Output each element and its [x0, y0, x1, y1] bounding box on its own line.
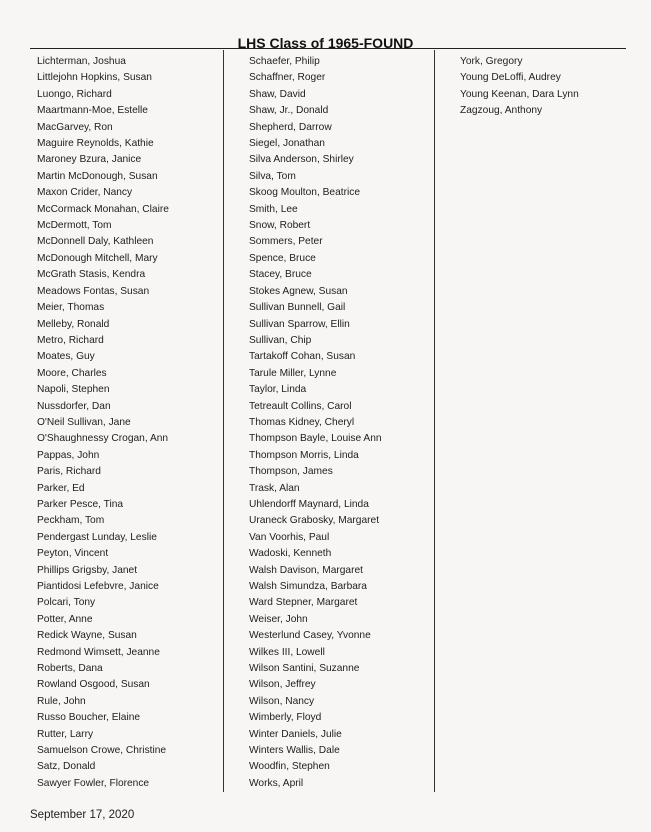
name-entry: Weiser, John	[249, 613, 308, 625]
name-entry: McDonnell Daly, Kathleen	[37, 236, 154, 248]
title-rule	[30, 48, 626, 49]
name-entry: McCormack Monahan, Claire	[37, 203, 169, 215]
name-entry: Van Voorhis, Paul	[249, 531, 330, 543]
name-entry: Thompson Morris, Linda	[249, 449, 359, 461]
name-entry: Shaw, Jr., Donald	[249, 105, 329, 117]
name-entry: Moore, Charles	[37, 367, 107, 379]
column-divider	[223, 50, 224, 792]
name-entry: McDonough Mitchell, Mary	[37, 252, 158, 264]
name-entry: Winter Daniels, Julie	[249, 728, 342, 740]
name-entry: Redick Wayne, Susan	[37, 630, 137, 642]
name-entry: Spence, Bruce	[249, 252, 316, 264]
name-entry: McGrath Stasis, Kendra	[37, 269, 146, 281]
name-column-2	[249, 54, 382, 792]
name-entry: Thompson, James	[249, 466, 333, 478]
name-entry: Tartakoff Cohan, Susan	[249, 351, 356, 363]
name-entry: Ward Stepner, Margaret	[249, 597, 358, 609]
name-entry: Young DeLoffi, Audrey	[460, 72, 561, 84]
name-entry: Peyton, Vincent	[37, 548, 109, 560]
name-entry: Young Keenan, Dara Lynn	[460, 88, 579, 100]
name-entry: Schaffner, Roger	[249, 72, 326, 84]
name-entry: Pappas, John	[37, 449, 100, 461]
name-entry: Redmond Wimsett, Jeanne	[37, 646, 160, 658]
name-entry: McDermott, Tom	[37, 220, 112, 232]
name-entry: Shepherd, Darrow	[249, 121, 332, 133]
name-entry: Sawyer Fowler, Florence	[37, 777, 150, 789]
name-entry: Westerlund Casey, Yvonne	[249, 630, 371, 642]
name-entry: Uraneck Grabosky, Margaret	[249, 515, 380, 527]
name-entry: Smith, Lee	[249, 203, 298, 215]
footer-date: September 17, 2020	[30, 809, 135, 821]
name-entry: Melleby, Ronald	[37, 318, 110, 330]
name-entry: Metro, Richard	[37, 334, 104, 346]
name-entry: Lichterman, Joshua	[37, 56, 126, 67]
name-entry: Rutter, Larry	[37, 728, 94, 740]
column-divider	[434, 50, 435, 792]
name-entry: Silva, Tom	[249, 170, 296, 182]
name-entry: Taylor, Linda	[249, 384, 307, 396]
name-entry: Uhlendorff Maynard, Linda	[249, 498, 369, 510]
name-entry: Sullivan Bunnell, Gail	[249, 302, 346, 314]
name-entry: Nussdorfer, Dan	[37, 400, 111, 412]
name-entry: Moates, Guy	[37, 351, 95, 363]
name-entry: Tetreault Collins, Carol	[249, 400, 352, 412]
name-entry: Maxon Crider, Nancy	[37, 187, 133, 199]
name-entry: Peckham, Tom	[37, 515, 105, 527]
name-entry: Paris, Richard	[37, 466, 101, 478]
name-entry: Thompson Bayle, Louise Ann	[249, 433, 382, 445]
name-entry: Rowland Osgood, Susan	[37, 679, 150, 691]
name-entry: Tarule Miller, Lynne	[249, 367, 337, 379]
name-entry: Meier, Thomas	[37, 302, 105, 314]
name-entry: Wilson, Jeffrey	[249, 679, 316, 691]
name-entry: Sullivan Sparrow, Ellin	[249, 318, 350, 330]
name-entry: Satz, Donald	[37, 761, 96, 773]
name-entry: Stacey, Bruce	[249, 269, 312, 281]
name-entry: Napoli, Stephen	[37, 384, 110, 396]
name-entry: Piantidosi Lefebvre, Janice	[37, 581, 159, 592]
name-entry: Thomas Kidney, Cheryl	[249, 416, 355, 428]
name-entry: Siegel, Jonathan	[249, 138, 325, 150]
name-column-3	[460, 54, 579, 120]
name-entry: Skoog Moulton, Beatrice	[249, 187, 360, 199]
name-entry: O'Neil Sullivan, Jane	[37, 416, 131, 428]
name-entry: Parker Pesce, Tina	[37, 498, 124, 510]
name-entry: Potter, Anne	[37, 613, 93, 625]
name-entry: Winters Wallis, Dale	[249, 745, 340, 757]
page-title: LHS Class of 1965-FOUND	[237, 35, 414, 51]
name-entry: O'Shaughnessy Crogan, Ann	[37, 433, 169, 445]
name-entry: Maroney Bzura, Janice	[37, 154, 142, 166]
name-entry: Stokes Agnew, Susan	[249, 285, 348, 297]
name-entry: Rule, John	[37, 695, 86, 707]
name-entry: Snow, Robert	[249, 220, 311, 232]
name-entry: Meadows Fontas, Susan	[37, 285, 150, 297]
name-entry: Wimberly, Floyd	[249, 712, 322, 724]
name-entry: Maartmann-Moe, Estelle	[37, 105, 148, 117]
name-entry: Walsh Davison, Margaret	[249, 564, 363, 576]
name-entry: Works, April	[249, 777, 304, 789]
name-entry: Samuelson Crowe, Christine	[37, 745, 167, 757]
name-entry: Zagzoug, Anthony	[460, 105, 543, 117]
name-entry: Wilson Santini, Suzanne	[249, 663, 360, 675]
name-entry: Luongo, Richard	[37, 88, 112, 100]
name-entry: Silva Anderson, Shirley	[249, 154, 354, 166]
name-entry: Maguire Reynolds, Kathie	[37, 138, 154, 150]
name-entry: Parker, Ed	[37, 482, 85, 494]
name-entry: MacGarvey, Ron	[37, 121, 113, 133]
name-entry: Trask, Alan	[249, 482, 300, 494]
name-entry: Polcari, Tony	[37, 597, 96, 609]
name-entry: Sullivan, Chip	[249, 334, 312, 346]
name-entry: Sommers, Peter	[249, 236, 323, 248]
name-entry: Roberts, Dana	[37, 663, 103, 675]
name-entry: York, Gregory	[460, 56, 523, 67]
name-entry: Wilson, Nancy	[249, 695, 315, 707]
name-entry: Woodfin, Stephen	[249, 761, 330, 773]
name-entry: Pendergast Lunday, Leslie	[37, 531, 157, 543]
name-entry: Phillips Grigsby, Janet	[37, 564, 138, 576]
name-entry: Russo Boucher, Elaine	[37, 712, 141, 724]
name-entry: Schaefer, Philip	[249, 56, 320, 67]
name-entry: Shaw, David	[249, 88, 306, 100]
name-entry: Littlejohn Hopkins, Susan	[37, 72, 152, 84]
name-entry: Wilkes III, Lowell	[249, 646, 325, 658]
name-column-1	[37, 54, 169, 792]
name-entry: Wadoski, Kenneth	[249, 548, 332, 560]
name-entry: Martin McDonough, Susan	[37, 170, 158, 182]
name-entry: Walsh Simundza, Barbara	[249, 581, 367, 592]
